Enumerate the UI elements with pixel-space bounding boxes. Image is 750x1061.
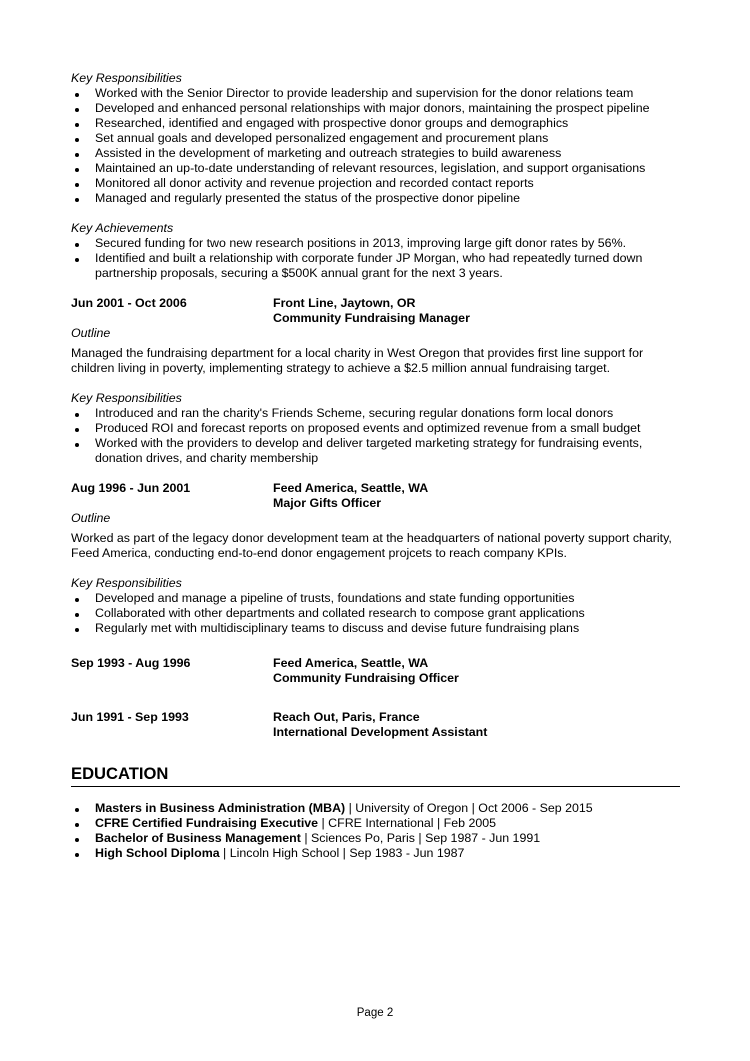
- responsibilities-heading: Key Responsibilities: [71, 391, 182, 405]
- section-title-education: EDUCATION: [71, 764, 680, 787]
- education-list: [71, 801, 680, 861]
- list-item: Produced ROI and forecast reports on proposed events and optimized revenue from a small budget: [71, 421, 680, 436]
- job-dates: Aug 1996 - Jun 2001: [71, 481, 191, 495]
- education-item: [71, 846, 680, 861]
- job-organization: Feed America, Seattle, WA: [273, 481, 429, 495]
- list-item: Set annual goals and developed personalized engagement and procurement plans: [71, 131, 680, 146]
- responsibilities-heading: Key Responsibilities: [71, 71, 182, 85]
- achievements-heading: Key Achievements: [71, 221, 174, 235]
- job-role: Community Fundraising Manager: [273, 311, 470, 325]
- outline-text: Worked as part of the legacy donor development team at the headquarters of national poverty support charity, Feed America, conducting end-to-end donor engagement projcets to reach company KPIs.: [71, 531, 672, 560]
- list-item: Developed and manage a pipeline of trusts, foundations and state funding opportunities: [71, 591, 680, 606]
- list-item: Monitored all donor activity and revenue projection and recorded contact reports: [71, 176, 680, 191]
- list-item: Assisted in the development of marketing and outreach strategies to build awareness: [71, 146, 680, 161]
- job-role: International Development Assistant: [273, 725, 488, 739]
- outline-heading: Outline: [71, 326, 111, 340]
- job-organization: Feed America, Seattle, WA: [273, 656, 429, 670]
- list-item: Researched, identified and engaged with prospective donor groups and demographics: [71, 116, 680, 131]
- job-senior-donor-relations: [71, 71, 680, 281]
- job-role: Major Gifts Officer: [273, 496, 382, 510]
- list-item: Developed and enhanced personal relationships with major donors, maintaining the prospect pipeline: [71, 101, 680, 116]
- list-item: Worked with the providers to develop and deliver targeted marketing strategy for fundraising events, donation drives, and charity membership: [71, 436, 680, 466]
- job-major-gifts: [71, 481, 680, 636]
- job-organization: Front Line, Jaytown, OR: [273, 296, 416, 310]
- job-dates: Jun 2001 - Oct 2006: [71, 296, 187, 310]
- list-item: Worked with the Senior Director to provide leadership and supervision for the donor relations team: [71, 86, 680, 101]
- job-organization: Reach Out, Paris, France: [273, 710, 420, 724]
- outline-text: Managed the fundraising department for a local charity in West Oregon that provides first line support for children living in poverty, implementing strategy to achieve a $2.5 million annual fundraising target.: [71, 346, 644, 375]
- education-degree: Masters in Business Administration (MBA): [95, 801, 346, 815]
- job-role: Community Fundraising Officer: [273, 671, 459, 685]
- education-item: [71, 801, 680, 816]
- page-number: Page 2: [356, 1007, 394, 1019]
- education-degree: CFRE Certified Fundraising Executive: [95, 816, 319, 830]
- responsibilities-list: [71, 86, 680, 206]
- education-details: | Sciences Po, Paris | Sep 1987 - Jun 1991: [300, 831, 541, 845]
- list-item: Regularly met with multidisciplinary teams to discuss and devise future fundraising plans: [71, 621, 680, 636]
- list-item: Maintained an up-to-date understanding of relevant resources, legislation, and support organisations: [71, 161, 680, 176]
- education-degree: High School Diploma: [95, 846, 220, 860]
- education-details: | CFRE International | Feb 2005: [318, 816, 497, 830]
- education-details: | University of Oregon | Oct 2006 - Sep 2015: [345, 801, 593, 815]
- job-dates: Jun 1991 - Sep 1993: [71, 710, 189, 724]
- job-international-assistant: [71, 710, 680, 740]
- education-item: [71, 831, 680, 846]
- outline-heading: Outline: [71, 511, 111, 525]
- responsibilities-list: [71, 591, 680, 636]
- education-details: | Lincoln High School | Sep 1983 - Jun 1987: [219, 846, 465, 860]
- list-item: Collaborated with other departments and collated research to compose grant applications: [71, 606, 680, 621]
- education-item: [71, 816, 680, 831]
- list-item: Managed and regularly presented the status of the prospective donor pipeline: [71, 191, 680, 206]
- list-item: Identified and built a relationship with corporate funder JP Morgan, who had repeatedly turned down partnership proposals, securing a $500K annual grant for the next 3 years.: [71, 251, 680, 281]
- job-front-line: [71, 296, 680, 466]
- list-item: Introduced and ran the charity's Friends Scheme, securing regular donations form local donors: [71, 406, 680, 421]
- responsibilities-heading: Key Responsibilities: [71, 576, 182, 590]
- job-community-fundraising-officer: [71, 656, 680, 686]
- education-section: [71, 764, 680, 861]
- achievements-list: [71, 236, 680, 281]
- job-dates: Sep 1993 - Aug 1996: [71, 656, 191, 670]
- list-item: Secured funding for two new research positions in 2013, improving large gift donor rates by 56%.: [71, 236, 680, 251]
- education-degree: Bachelor of Business Management: [95, 831, 301, 845]
- responsibilities-list: [71, 406, 680, 466]
- resume-page-2: [71, 71, 680, 861]
